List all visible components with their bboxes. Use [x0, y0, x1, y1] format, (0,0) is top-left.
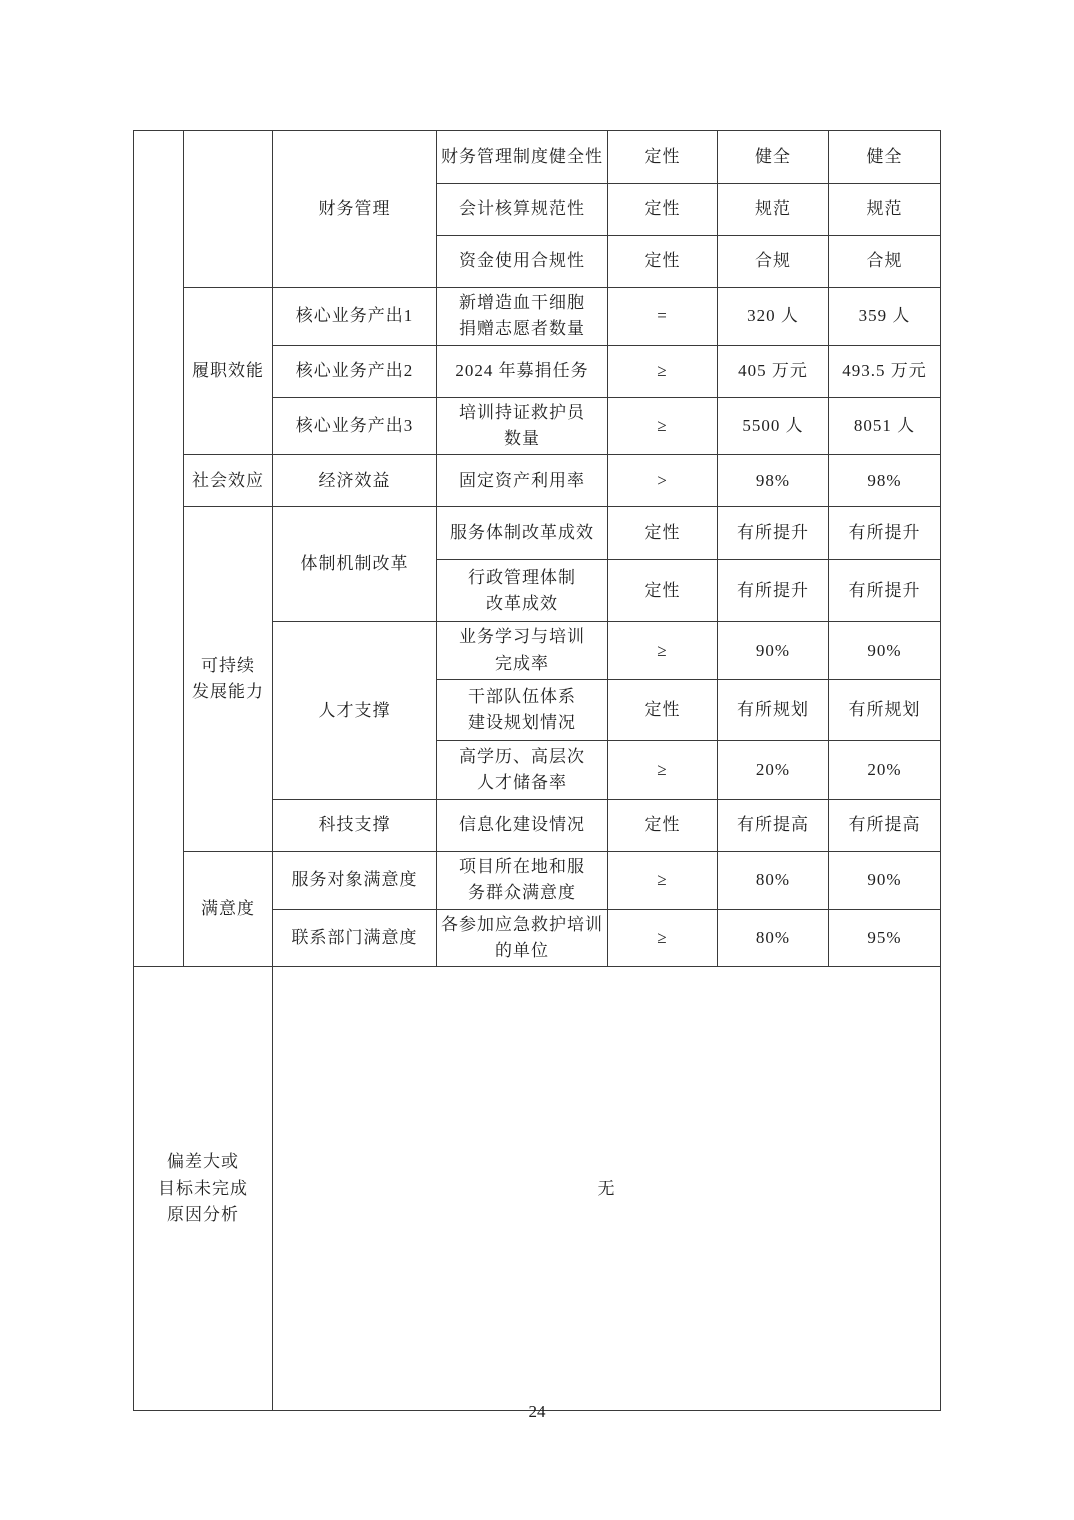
empty-spanning-cell	[134, 131, 184, 967]
actual-value-cell: 8051 人	[829, 397, 941, 455]
actual-value-cell: 90%	[829, 852, 941, 910]
actual-value-cell: 90%	[829, 622, 941, 680]
subcategory-cell: 核心业务产出2	[273, 345, 437, 397]
deviation-analysis-content-cell: 无	[273, 967, 941, 1411]
table-row	[134, 288, 941, 346]
table-row	[134, 455, 941, 507]
metric-nature-cell: 定性	[608, 800, 718, 852]
actual-value-cell: 有所提升	[829, 560, 941, 622]
actual-value-cell: 20%	[829, 741, 941, 800]
indicator-cell: 新增造血干细胞 捐赠志愿者数量	[437, 288, 608, 346]
metric-nature-cell: ≥	[608, 909, 718, 967]
metric-nature-cell: 定性	[608, 507, 718, 560]
actual-value-cell: 98%	[829, 455, 941, 507]
indicator-cell: 信息化建设情况	[437, 800, 608, 852]
indicator-cell: 行政管理体制 改革成效	[437, 560, 608, 622]
metric-nature-cell: ≥	[608, 852, 718, 910]
empty-category-cell	[184, 131, 273, 288]
target-value-cell: 98%	[718, 455, 829, 507]
indicator-cell: 服务体制改革成效	[437, 507, 608, 560]
deviation-analysis-label-cell: 偏差大或 目标未完成 原因分析	[134, 967, 273, 1411]
metric-nature-cell: 定性	[608, 131, 718, 184]
subcategory-cell: 核心业务产出3	[273, 397, 437, 455]
table-row	[134, 967, 941, 1411]
metric-nature-cell: >	[608, 455, 718, 507]
actual-value-cell: 有所提升	[829, 507, 941, 560]
subcategory-cell: 联系部门满意度	[273, 909, 437, 967]
indicator-cell: 业务学习与培训 完成率	[437, 622, 608, 680]
metric-nature-cell: ≥	[608, 622, 718, 680]
indicator-cell: 2024 年募捐任务	[437, 345, 608, 397]
category-cell: 社会效应	[184, 455, 273, 507]
target-value-cell: 320 人	[718, 288, 829, 346]
performance-indicator-table	[133, 130, 941, 1411]
actual-value-cell: 规范	[829, 184, 941, 236]
subcategory-cell: 体制机制改革	[273, 507, 437, 622]
metric-nature-cell: ≥	[608, 345, 718, 397]
actual-value-cell: 95%	[829, 909, 941, 967]
target-value-cell: 有所规划	[718, 680, 829, 741]
target-value-cell: 20%	[718, 741, 829, 800]
table-row	[134, 852, 941, 910]
indicator-cell: 干部队伍体系 建设规划情况	[437, 680, 608, 741]
target-value-cell: 规范	[718, 184, 829, 236]
table-row	[134, 507, 941, 560]
actual-value-cell: 493.5 万元	[829, 345, 941, 397]
target-value-cell: 80%	[718, 909, 829, 967]
metric-nature-cell: ≥	[608, 397, 718, 455]
indicator-cell: 资金使用合规性	[437, 236, 608, 288]
target-value-cell: 90%	[718, 622, 829, 680]
page-number: 24	[528, 1402, 546, 1421]
metric-nature-cell: 定性	[608, 184, 718, 236]
indicator-cell: 会计核算规范性	[437, 184, 608, 236]
target-value-cell: 健全	[718, 131, 829, 184]
subcategory-cell: 财务管理	[273, 131, 437, 288]
subcategory-cell: 科技支撑	[273, 800, 437, 852]
indicator-cell: 高学历、高层次 人才储备率	[437, 741, 608, 800]
actual-value-cell: 健全	[829, 131, 941, 184]
target-value-cell: 80%	[718, 852, 829, 910]
target-value-cell: 有所提高	[718, 800, 829, 852]
actual-value-cell: 359 人	[829, 288, 941, 346]
actual-value-cell: 有所规划	[829, 680, 941, 741]
subcategory-cell: 核心业务产出1	[273, 288, 437, 346]
subcategory-cell: 人才支撑	[273, 622, 437, 800]
indicator-cell: 培训持证救护员 数量	[437, 397, 608, 455]
indicator-cell: 固定资产利用率	[437, 455, 608, 507]
category-cell: 可持续 发展能力	[184, 507, 273, 852]
table-row	[134, 131, 941, 184]
indicator-cell: 财务管理制度健全性	[437, 131, 608, 184]
actual-value-cell: 有所提高	[829, 800, 941, 852]
subcategory-cell: 服务对象满意度	[273, 852, 437, 910]
category-cell: 满意度	[184, 852, 273, 967]
metric-nature-cell: 定性	[608, 560, 718, 622]
target-value-cell: 5500 人	[718, 397, 829, 455]
target-value-cell: 有所提升	[718, 507, 829, 560]
metric-nature-cell: ≥	[608, 741, 718, 800]
target-value-cell: 405 万元	[718, 345, 829, 397]
metric-nature-cell: =	[608, 288, 718, 346]
indicator-cell: 各参加应急救护培训 的单位	[437, 909, 608, 967]
metric-nature-cell: 定性	[608, 236, 718, 288]
target-value-cell: 有所提升	[718, 560, 829, 622]
subcategory-cell: 经济效益	[273, 455, 437, 507]
metric-nature-cell: 定性	[608, 680, 718, 741]
target-value-cell: 合规	[718, 236, 829, 288]
category-cell: 履职效能	[184, 288, 273, 455]
actual-value-cell: 合规	[829, 236, 941, 288]
indicator-cell: 项目所在地和服 务群众满意度	[437, 852, 608, 910]
